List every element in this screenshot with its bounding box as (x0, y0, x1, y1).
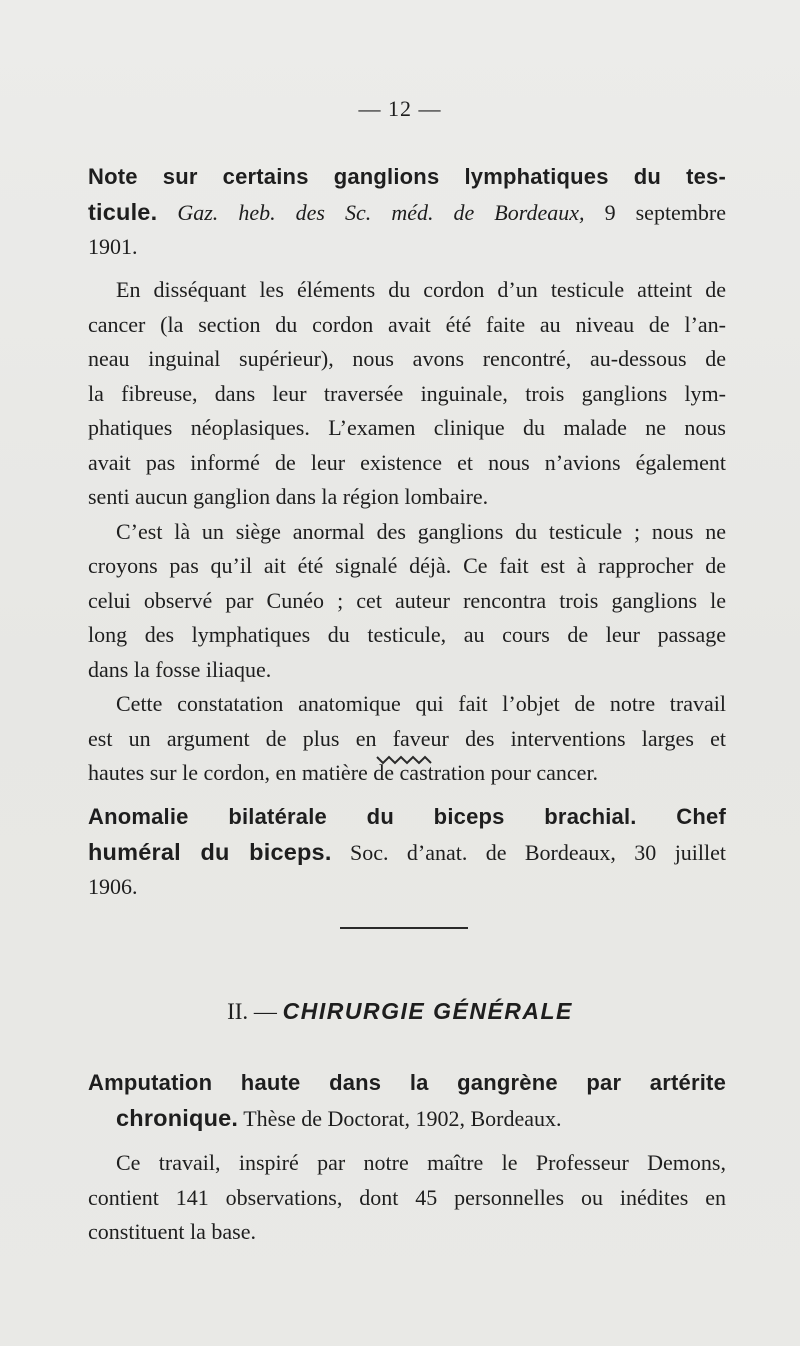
entry-3-title-line-1: Amputation haute dans la gangrène par artérite (88, 1070, 726, 1095)
text-line: Ce travail, inspiré par notre maître le Professeur Demons, (116, 1150, 726, 1175)
entry-1-year: 1901. (88, 234, 138, 259)
text-line: celui observé par Cunéo ; cet auteur rencontra trois ganglions le (88, 587, 726, 613)
entry-1-title-line-2 (88, 195, 726, 231)
entry-2-title-line-2 (88, 835, 726, 871)
entry-1-title-end: ticule. (88, 198, 158, 225)
text-line: Cette constatation anatomique qui fait l’objet de notre travail (116, 691, 726, 716)
text-line: senti aucun ganglion dans la région lombaire. (88, 484, 489, 509)
entry-3-source: Thèse de Doctorat, 1902, Bordeaux. (243, 1105, 562, 1131)
bibliography-entry-3 (88, 1066, 726, 1136)
entry-3-title-line-2 (88, 1101, 726, 1137)
text-line: croyons pas qu’il ait été signalé déjà. Ce fait est à rapprocher de (88, 553, 726, 578)
entry-1-source: Gaz. heb. des Sc. méd. de Bordeaux, (177, 199, 585, 225)
text-line: En disséquant les éléments du cordon d’un testicule atteint de (116, 277, 726, 302)
text-line: neau inguinal supérieur), nous avons rencontré, au-dessous de (88, 346, 726, 371)
text-line: la fibreuse, dans leur traversée inguinale, trois ganglions lym- (88, 380, 726, 406)
horizontal-rule (340, 927, 468, 929)
entry-1-title-line-1: Note sur certains ganglions lymphatiques du tes- (88, 164, 726, 189)
entry-2-title-line-1: Anomalie bilatérale du biceps brachial. Chef (88, 804, 726, 829)
bibliography-entry-2 (88, 800, 726, 905)
entry-2-year: 1906. (88, 874, 138, 899)
text-line: avait pas informé de leur existence et nous n’avions également (88, 449, 726, 475)
text-line: dans la fosse iliaque. (88, 656, 272, 682)
entry-1-date: 9 septembre (604, 199, 727, 225)
entry-3-title-end: chronique. (116, 1104, 239, 1131)
ornament-divider (375, 752, 433, 766)
entry-2-source: Soc. d’anat. de Bordeaux, 30 juillet (349, 839, 727, 865)
text-line: contient 141 observations, dont 45 personnelles ou inédites en (88, 1184, 726, 1210)
section-name: CHIRURGIE GÉNÉRALE (282, 998, 573, 1024)
bibliography-entry-1 (88, 160, 726, 265)
section-number: II. — (227, 999, 277, 1024)
section-heading (0, 998, 800, 1025)
text-line: constituent la base. (88, 1219, 257, 1244)
entry-2-title-end: huméral du biceps. (88, 838, 332, 865)
entry-3-paragraph (88, 1146, 726, 1250)
text-line: long des lymphatiques du testicule, au cours de leur passage (88, 622, 726, 647)
text-line: C’est là un siège anormal des ganglions du testicule ; nous ne (116, 518, 726, 544)
page-number: — 12 — (358, 96, 442, 121)
text-line: cancer (la section du cordon avait été faite au niveau de l’an- (88, 311, 726, 337)
text-line: hautes sur le cordon, en matière de castration pour cancer. (88, 760, 599, 785)
entry-1-paragraph-1 (88, 273, 726, 791)
text-line: phatiques néoplasiques. L’examen clinique du malade ne nous (88, 415, 726, 440)
text-line: est un argument de plus en faveur des interventions larges et (88, 725, 726, 751)
